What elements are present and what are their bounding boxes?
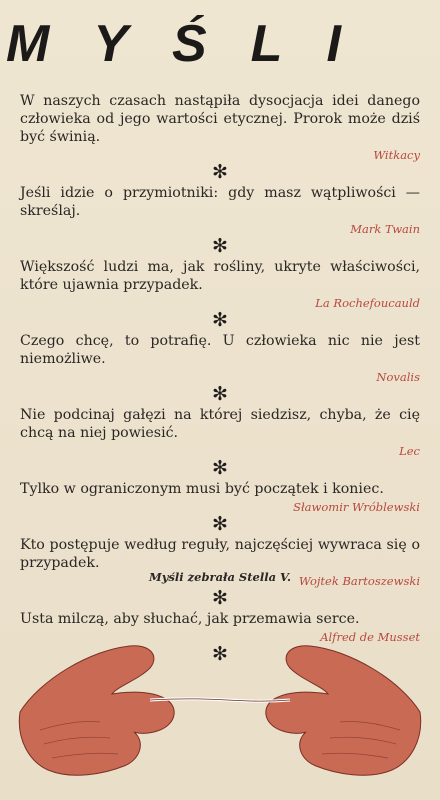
quote-text: Tylko w ograniczonym musi być początek i koniec. (20, 481, 384, 497)
quote-item (20, 184, 420, 236)
quote-text: Usta milczą, aby słuchać, jak przemawia serce. (20, 611, 360, 627)
quote-text: W naszych czasach nastąpiła dysocjacja idei danego człowieka od jego wartości etycznej. Prorok może dziś być świnią. (20, 93, 420, 145)
quote-text: Jeśli idzie o przymiotniki: gdy masz wątpliwości — skreślaj. (20, 185, 420, 219)
quote-item (20, 332, 420, 384)
quote-author: Wojtek Bartoszewski (298, 574, 420, 588)
quote-author: Lec (399, 444, 420, 458)
quote-text: Większość ludzi ma, jak rośliny, ukryte właściwości, które ujawnia przypadek. (20, 259, 420, 293)
quote-item (20, 258, 420, 310)
left-hand-icon (19, 646, 174, 775)
credit-line: Myśli zebrała Stella V. (149, 570, 291, 584)
page-title: MYŚLI (6, 15, 385, 73)
quote-author: Mark Twain (350, 222, 420, 236)
quote-author: Novalis (376, 370, 420, 384)
asterisk-separator-icon: ✻ (212, 457, 228, 479)
quote-author: Sławomir Wróblewski (293, 500, 420, 514)
asterisk-separator-icon: ✻ (212, 643, 228, 665)
quote-text: Kto postępuje według reguły, najczęściej wywraca się o przypadek. (20, 537, 420, 571)
asterisk-separator-icon: ✻ (212, 235, 228, 257)
quote-author: Alfred de Musset (320, 630, 420, 644)
quote-text: Czego chcę, to potrafię. U człowieka nic nie jest niemożliwe. (20, 333, 420, 367)
asterisk-separator-icon: ✻ (212, 587, 228, 609)
quote-text: Nie podcinaj gałęzi na której siedzisz, chyba, że cię chcą na niej powiesić. (20, 407, 420, 441)
quote-author: La Rochefoucauld (315, 296, 420, 310)
quote-item (20, 406, 420, 458)
right-hand-icon (266, 646, 421, 775)
hands-holding-string-illustration (0, 620, 440, 800)
quote-item (20, 480, 420, 514)
asterisk-separator-icon: ✻ (212, 513, 228, 535)
quote-item (20, 92, 420, 162)
asterisk-separator-icon: ✻ (212, 161, 228, 183)
asterisk-separator-icon: ✻ (212, 309, 228, 331)
quote-author: Witkacy (373, 148, 420, 162)
asterisk-separator-icon: ✻ (212, 383, 228, 405)
